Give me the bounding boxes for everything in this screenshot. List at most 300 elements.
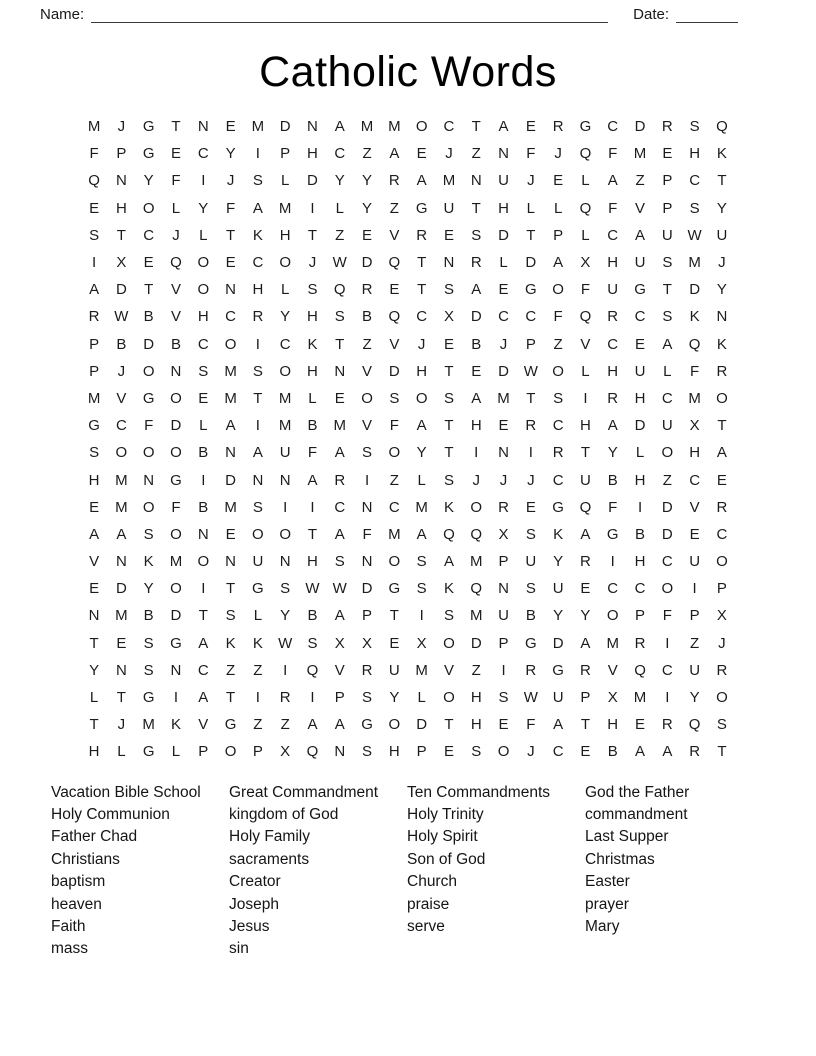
- grid-letter: D: [416, 716, 428, 734]
- grid-letter: E: [334, 389, 345, 407]
- grid-letter: L: [89, 689, 99, 707]
- grid-letter: R: [525, 417, 537, 435]
- grid-letter: V: [116, 389, 127, 407]
- grid-letter: R: [361, 661, 373, 679]
- grid-letter: A: [662, 335, 673, 353]
- grid-letter: D: [498, 226, 509, 244]
- grid-letter: S: [716, 716, 727, 734]
- grid-letter: H: [634, 389, 646, 407]
- grid-letter: B: [607, 743, 618, 761]
- grid-letter: O: [170, 389, 182, 407]
- grid-letter: S: [252, 362, 263, 380]
- grid-letter: F: [526, 716, 536, 734]
- grid-letter: B: [198, 444, 209, 462]
- grid-letter: R: [716, 498, 728, 516]
- grid-letter: Y: [716, 281, 727, 299]
- grid-letter: I: [255, 417, 260, 435]
- grid-letter: N: [498, 580, 509, 598]
- grid-letter: Q: [716, 118, 728, 136]
- grid-letter: A: [198, 689, 209, 707]
- grid-letter: N: [197, 118, 209, 136]
- grid-letter: I: [255, 335, 260, 353]
- grid-letter: G: [525, 281, 537, 299]
- grid-letter: H: [607, 362, 619, 380]
- grid-letter: T: [444, 716, 454, 734]
- grid-letter: T: [717, 172, 727, 190]
- grid-letter: S: [225, 607, 236, 625]
- grid-letter: K: [443, 580, 454, 598]
- grid-letter: L: [417, 471, 426, 489]
- grid-letter: A: [471, 281, 482, 299]
- grid-letter: F: [144, 417, 154, 435]
- grid-letter: A: [553, 716, 564, 734]
- grid-letter: M: [360, 118, 374, 136]
- grid-letter: N: [115, 553, 127, 571]
- grid-letter: S: [252, 172, 263, 190]
- grid-letter: Q: [688, 716, 701, 734]
- grid-letter: G: [142, 389, 155, 407]
- grid-letter: I: [364, 471, 370, 489]
- grid-letter: A: [416, 417, 427, 435]
- grid-letter: C: [279, 335, 291, 353]
- grid-letter: T: [389, 607, 399, 625]
- grid-letter: E: [498, 417, 509, 435]
- grid-letter: A: [471, 389, 482, 407]
- grid-letter: U: [252, 553, 264, 571]
- grid-letter: C: [143, 226, 155, 244]
- name-blank-line: [91, 8, 608, 23]
- grid-letter: K: [252, 634, 263, 652]
- grid-letter: U: [498, 172, 509, 190]
- grid-letter: O: [443, 634, 455, 652]
- grid-letter: H: [388, 743, 400, 761]
- grid-letter: B: [362, 308, 373, 326]
- grid-letter: I: [173, 689, 179, 707]
- grid-letter: Z: [389, 471, 399, 489]
- grid-letter: H: [470, 417, 482, 435]
- name-label: Name:: [40, 6, 85, 23]
- grid-letter: C: [416, 308, 428, 326]
- grid-letter: B: [607, 471, 618, 489]
- grid-letter: A: [334, 607, 345, 625]
- grid-letter: L: [526, 199, 535, 217]
- grid-letter: M: [115, 498, 128, 516]
- grid-letter: M: [115, 471, 128, 489]
- grid-letter: T: [225, 689, 236, 707]
- grid-letter: M: [278, 417, 292, 435]
- grid-letter: J: [172, 226, 180, 244]
- grid-letter: T: [253, 389, 263, 407]
- word-bank-item: serve: [407, 917, 445, 935]
- grid-letter: U: [634, 254, 646, 272]
- grid-letter: T: [417, 254, 427, 272]
- grid-letter: H: [307, 145, 318, 163]
- grid-letter: E: [143, 254, 154, 272]
- grid-letter: I: [474, 444, 479, 462]
- grid-letter: H: [470, 689, 482, 707]
- grid-letter: U: [634, 362, 646, 380]
- grid-letter: C: [252, 254, 264, 272]
- grid-letter: H: [307, 553, 318, 571]
- grid-letter: I: [637, 498, 643, 516]
- grid-letter: E: [716, 471, 727, 489]
- grid-letter: E: [498, 716, 509, 734]
- grid-letter: O: [224, 743, 237, 761]
- grid-letter: I: [665, 689, 670, 707]
- grid-letter: Q: [306, 661, 319, 679]
- grid-letter: A: [443, 553, 454, 571]
- grid-letter: U: [525, 553, 537, 571]
- grid-letter: E: [553, 172, 564, 190]
- grid-letter: M: [224, 498, 237, 516]
- grid-letter: S: [416, 553, 427, 571]
- grid-letter: S: [143, 661, 154, 679]
- grid-letter: T: [144, 281, 154, 299]
- grid-letter: G: [142, 118, 155, 136]
- grid-letter: J: [417, 335, 426, 353]
- grid-letter: O: [470, 498, 483, 516]
- grid-letter: T: [89, 716, 99, 734]
- grid-letter: S: [498, 689, 509, 707]
- grid-letter: A: [89, 281, 100, 299]
- word-bank-item: Holy Communion: [51, 805, 170, 823]
- grid-letter: M: [388, 525, 401, 543]
- grid-letter: D: [634, 118, 646, 136]
- word-bank-item: kingdom of God: [229, 805, 339, 823]
- grid-letter: T: [526, 389, 536, 407]
- grid-letter: T: [417, 281, 427, 299]
- grid-letter: X: [362, 634, 373, 652]
- grid-letter: Y: [607, 444, 618, 462]
- grid-letter: S: [307, 634, 318, 652]
- grid-letter: P: [198, 743, 209, 761]
- grid-letter: L: [417, 689, 426, 707]
- word-bank-item: Father Chad: [51, 828, 138, 846]
- grid-letter: P: [553, 226, 564, 244]
- grid-letter: B: [471, 335, 482, 353]
- grid-letter: E: [389, 634, 400, 652]
- grid-letter: D: [115, 580, 127, 598]
- grid-letter: G: [142, 743, 155, 761]
- grid-letter: T: [471, 118, 481, 136]
- grid-letter: U: [552, 689, 564, 707]
- grid-letter: S: [689, 199, 700, 217]
- grid-letter: D: [170, 607, 182, 625]
- grid-letter: Y: [143, 172, 154, 190]
- grid-letter: W: [687, 226, 702, 244]
- grid-letter: R: [716, 362, 728, 380]
- grid-letter: P: [525, 335, 536, 353]
- grid-letter: N: [334, 362, 346, 380]
- grid-letter: W: [332, 254, 347, 272]
- word-bank-item: Creator: [229, 873, 281, 891]
- grid-letter: F: [608, 199, 618, 217]
- grid-letter: E: [443, 743, 454, 761]
- grid-letter: U: [716, 226, 728, 244]
- grid-letter: M: [633, 145, 647, 163]
- grid-letter: Y: [334, 172, 345, 190]
- grid-letter: W: [114, 308, 129, 326]
- grid-letter: A: [334, 716, 345, 734]
- grid-letter: M: [388, 118, 401, 136]
- grid-letter: B: [307, 607, 318, 625]
- grid-letter: L: [663, 362, 672, 380]
- grid-letter: C: [716, 525, 728, 543]
- grid-letter: U: [552, 580, 564, 598]
- grid-letter: H: [607, 716, 619, 734]
- grid-letter: R: [88, 308, 100, 326]
- grid-letter: R: [661, 118, 673, 136]
- grid-letter: T: [444, 362, 454, 380]
- grid-letter: N: [143, 471, 155, 489]
- grid-letter: Q: [88, 172, 100, 190]
- grid-letter: A: [198, 634, 209, 652]
- word-bank-item: prayer: [585, 895, 629, 913]
- grid-letter: I: [255, 145, 260, 163]
- grid-letter: L: [635, 444, 645, 462]
- grid-letter: H: [607, 254, 619, 272]
- grid-letter: M: [142, 716, 155, 734]
- grid-letter: I: [92, 254, 97, 272]
- grid-letter: R: [716, 661, 728, 679]
- grid-letter: O: [552, 362, 564, 380]
- grid-letter: A: [334, 444, 345, 462]
- grid-letter: A: [116, 525, 127, 543]
- grid-letter: Y: [143, 580, 154, 598]
- grid-letter: X: [689, 417, 700, 435]
- grid-letter: D: [661, 525, 673, 543]
- grid-letter: F: [389, 417, 399, 435]
- grid-letter: A: [635, 743, 646, 761]
- grid-letter: Z: [553, 335, 563, 353]
- grid-letter: P: [89, 335, 100, 353]
- grid-letter: O: [415, 118, 428, 136]
- grid-letter: K: [307, 335, 318, 353]
- grid-letter: G: [142, 145, 155, 163]
- grid-letter: F: [307, 444, 318, 462]
- grid-letter: R: [580, 553, 591, 571]
- grid-letter: F: [89, 145, 99, 163]
- grid-letter: Z: [335, 226, 345, 244]
- grid-letter: R: [416, 226, 428, 244]
- grid-letter: O: [388, 553, 401, 571]
- grid-letter: P: [89, 362, 100, 380]
- grid-letter: E: [580, 580, 591, 598]
- word-bank-item: Vacation Bible School: [51, 783, 201, 801]
- grid-letter: M: [333, 417, 346, 435]
- grid-letter: H: [115, 199, 127, 217]
- grid-letter: S: [689, 118, 700, 136]
- grid-letter: O: [142, 444, 155, 462]
- grid-letter: R: [361, 281, 373, 299]
- grid-letter: E: [525, 118, 536, 136]
- grid-letter: Y: [362, 199, 373, 217]
- grid-letter: N: [170, 362, 182, 380]
- grid-letter: J: [718, 254, 726, 272]
- grid-letter: O: [224, 335, 237, 353]
- grid-letter: D: [361, 254, 373, 272]
- grid-letter: V: [635, 199, 646, 217]
- grid-letter: K: [716, 145, 727, 163]
- grid-letter: A: [252, 199, 263, 217]
- word-bank: [0, 782, 816, 961]
- grid-letter: N: [361, 498, 373, 516]
- grid-letter: J: [527, 172, 535, 190]
- grid-letter: M: [497, 389, 510, 407]
- grid-letter: E: [89, 199, 100, 217]
- grid-letter: G: [361, 716, 373, 734]
- grid-letter: O: [552, 281, 564, 299]
- grid-letter: I: [583, 389, 588, 407]
- grid-letter: P: [580, 689, 591, 707]
- grid-letter: E: [225, 118, 236, 136]
- grid-letter: C: [498, 308, 509, 326]
- grid-letter: R: [552, 118, 564, 136]
- grid-letter: A: [334, 525, 345, 543]
- grid-letter: G: [415, 199, 428, 217]
- word-bank-item: Easter: [585, 873, 630, 891]
- grid-letter: J: [308, 254, 317, 272]
- grid-letter: I: [310, 498, 315, 516]
- grid-letter: T: [307, 525, 318, 543]
- grid-letter: Q: [579, 308, 592, 326]
- grid-letter: A: [334, 118, 345, 136]
- grid-letter: S: [362, 743, 373, 761]
- grid-letter: O: [361, 389, 373, 407]
- grid-letter: K: [225, 634, 236, 652]
- grid-letter: D: [170, 417, 182, 435]
- grid-letter: H: [279, 226, 291, 244]
- header: [0, 0, 816, 23]
- grid-letter: J: [527, 743, 535, 761]
- grid-letter: O: [716, 689, 728, 707]
- grid-letter: I: [310, 689, 315, 707]
- word-bank-item: Joseph: [229, 895, 279, 913]
- grid-letter: E: [89, 498, 100, 516]
- grid-letter: L: [199, 417, 208, 435]
- grid-letter: V: [389, 335, 400, 353]
- grid-letter: B: [635, 525, 646, 543]
- grid-letter: Z: [253, 716, 263, 734]
- grid-letter: F: [690, 362, 700, 380]
- word-bank-item: Christmas: [585, 850, 655, 868]
- grid-letter: N: [115, 172, 127, 190]
- grid-letter: W: [305, 580, 320, 598]
- grid-letter: Y: [553, 607, 564, 625]
- grid-letter: E: [689, 525, 700, 543]
- grid-letter: V: [443, 661, 454, 679]
- grid-letter: Y: [553, 553, 564, 571]
- grid-letter: T: [335, 335, 345, 353]
- grid-letter: K: [553, 525, 564, 543]
- grid-letter: L: [171, 199, 181, 217]
- grid-letter: O: [142, 498, 155, 516]
- grid-letter: O: [197, 281, 210, 299]
- grid-letter: W: [523, 689, 538, 707]
- grid-letter: C: [607, 226, 619, 244]
- grid-letter: V: [607, 661, 618, 679]
- grid-letter: G: [634, 281, 646, 299]
- grid-letter: P: [662, 172, 673, 190]
- grid-letter: K: [170, 716, 181, 734]
- grid-letter: L: [581, 226, 590, 244]
- grid-letter: A: [580, 525, 591, 543]
- grid-letter: N: [716, 308, 728, 326]
- grid-letter: Y: [716, 199, 727, 217]
- grid-letter: C: [197, 335, 209, 353]
- grid-letter: E: [198, 389, 209, 407]
- grid-letter: Z: [635, 172, 645, 190]
- grid-letter: T: [444, 417, 454, 435]
- grid-letter: F: [171, 172, 181, 190]
- grid-letter: E: [170, 145, 181, 163]
- grid-letter: J: [472, 471, 480, 489]
- word-bank-item: Mary: [585, 917, 620, 935]
- grid-letter: D: [115, 281, 127, 299]
- grid-letter: S: [307, 281, 318, 299]
- grid-letter: J: [554, 145, 562, 163]
- grid-letter: A: [498, 118, 509, 136]
- grid-letter: I: [283, 498, 288, 516]
- grid-letter: Z: [362, 335, 372, 353]
- grid-letter: S: [443, 471, 454, 489]
- grid-letter: H: [197, 308, 209, 326]
- grid-letter: U: [689, 661, 701, 679]
- grid-letter: A: [307, 716, 318, 734]
- grid-letter: B: [307, 417, 318, 435]
- grid-letter: Q: [388, 308, 401, 326]
- grid-letter: O: [252, 525, 264, 543]
- grid-letter: Z: [253, 661, 263, 679]
- grid-letter: T: [89, 634, 99, 652]
- grid-letter: R: [334, 471, 346, 489]
- grid-letter: C: [607, 335, 619, 353]
- grid-letter: X: [580, 254, 591, 272]
- grid-letter: S: [362, 444, 373, 462]
- grid-letter: Y: [689, 689, 700, 707]
- word-bank-item: Holy Family: [229, 828, 310, 846]
- grid-letter: P: [716, 580, 727, 598]
- grid-letter: W: [523, 362, 538, 380]
- grid-letter: I: [201, 471, 206, 489]
- grid-letter: C: [225, 308, 236, 326]
- grid-letter: U: [661, 417, 673, 435]
- grid-letter: N: [498, 444, 509, 462]
- date-blank-line: [676, 8, 738, 23]
- grid-letter: H: [307, 362, 318, 380]
- grid-letter: F: [526, 145, 536, 163]
- grid-letter: M: [251, 118, 265, 136]
- grid-letter: E: [635, 716, 646, 734]
- grid-letter: S: [389, 389, 400, 407]
- grid-letter: V: [580, 335, 591, 353]
- word-bank-item: Christians: [51, 850, 120, 868]
- word-bank-item: Holy Trinity: [407, 805, 484, 823]
- grid-letter: Y: [225, 145, 236, 163]
- word-bank-item: sin: [229, 940, 249, 958]
- grid-letter: N: [498, 145, 509, 163]
- grid-letter: E: [362, 226, 373, 244]
- grid-letter: I: [419, 607, 424, 625]
- grid-letter: T: [116, 689, 126, 707]
- grid-letter: F: [171, 498, 181, 516]
- grid-letter: B: [116, 335, 127, 353]
- grid-letter: M: [169, 553, 183, 571]
- grid-letter: N: [279, 471, 291, 489]
- grid-letter: W: [278, 634, 293, 652]
- grid-letter: I: [201, 172, 206, 190]
- grid-letter: O: [716, 553, 728, 571]
